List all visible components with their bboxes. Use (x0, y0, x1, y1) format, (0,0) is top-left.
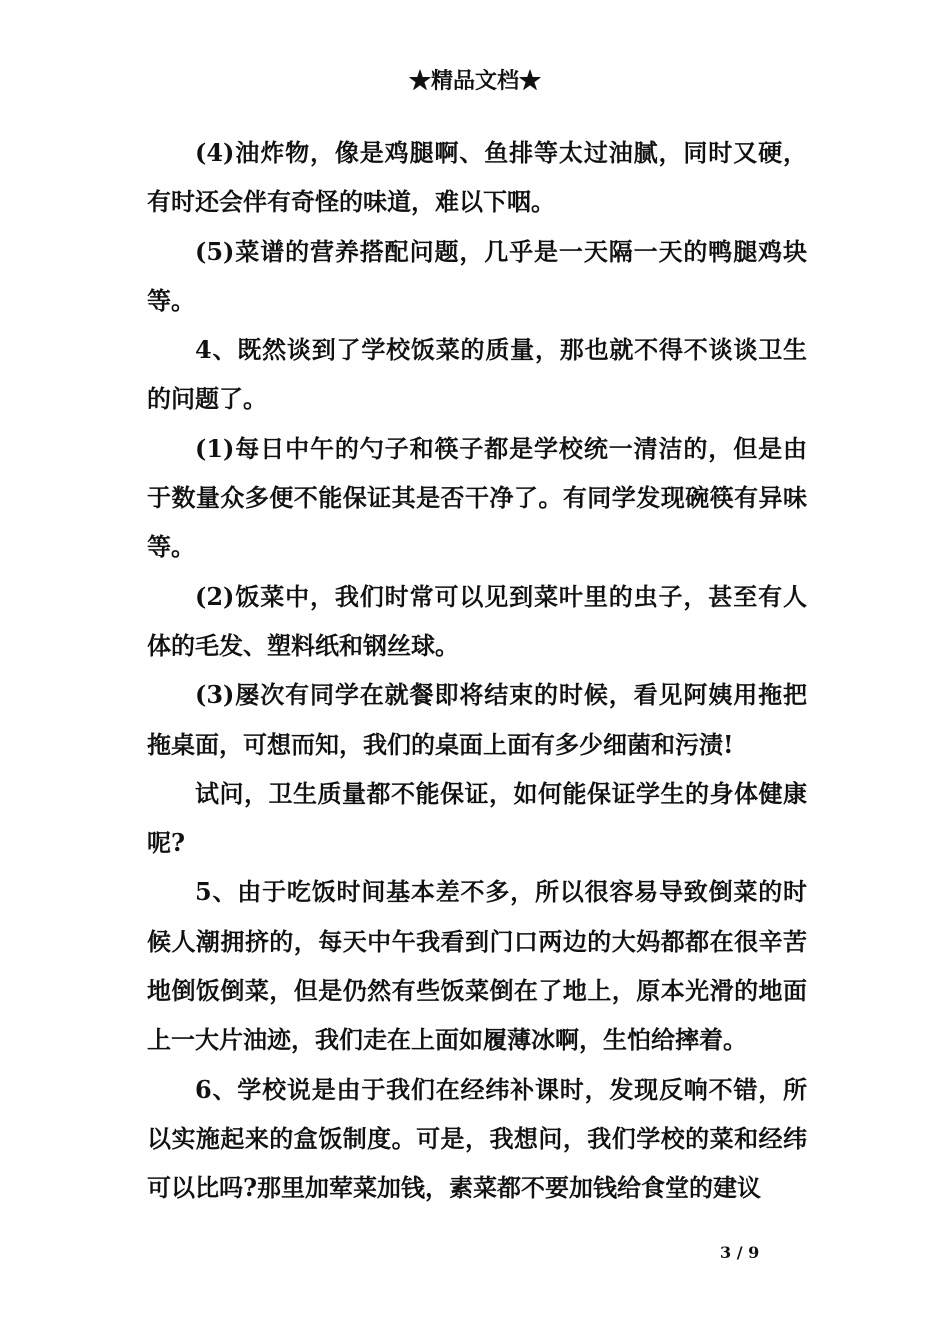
paragraph-boxed-meals: 6、学校说是由于我们在经纬补课时，发现反响不错，所以实施起来的盒饭制度。可是，我想问，我们学校的菜和经纬可以比吗?那里加荤菜加钱，素菜都不要加钱给食堂的建议 (147, 1074, 807, 1203)
paragraph-foreign-objects: (2)饭菜中，我们时常可以见到菜叶里的虫子，甚至有人体的毛发、塑料纸和钢丝球。 (147, 581, 807, 660)
page-number: 3 / 9 (720, 1243, 760, 1262)
document-body (147, 128, 807, 1213)
paragraph-hygiene-intro: 4、既然谈到了学校饭菜的质量，那也就不得不谈谈卫生的问题了。 (147, 335, 807, 414)
paragraph-fried-food: (4)油炸物，像是鸡腿啊、鱼排等太过油腻，同时又硬，有时还会伴有奇怪的味道，难以下咽。 (147, 138, 807, 217)
paragraph-menu-nutrition: (5)菜谱的营养搭配问题，几乎是一天隔一天的鸭腿鸡块等。 (147, 236, 807, 315)
paragraph-hygiene-question: 试问，卫生质量都不能保证，如何能保证学生的身体健康呢? (147, 778, 807, 858)
paragraph-table-cleaning: (3)屡次有同学在就餐即将结束的时候，看见阿姨用拖把拖桌面，可想而知，我们的桌面上面有多少细菌和污渍! (147, 680, 807, 759)
paragraph-utensils: (1)每日中午的勺子和筷子都是学校统一清洁的，但是由于数量众多便不能保证其是否干净了。有同学发现碗筷有异味等。 (147, 433, 807, 562)
paragraph-crowding: 5、由于吃饭时间基本差不多，所以很容易导致倒菜的时候人潮拥挤的，每天中午我看到门口两边的大妈都都在很辛苦地倒饭倒菜，但是仍然有些饭菜倒在了地上，原本光滑的地面上一大片油迹，我们走在上面如履薄冰啊，生怕给摔着。 (147, 877, 807, 1055)
page-header: ★精品文档★ (408, 68, 541, 94)
